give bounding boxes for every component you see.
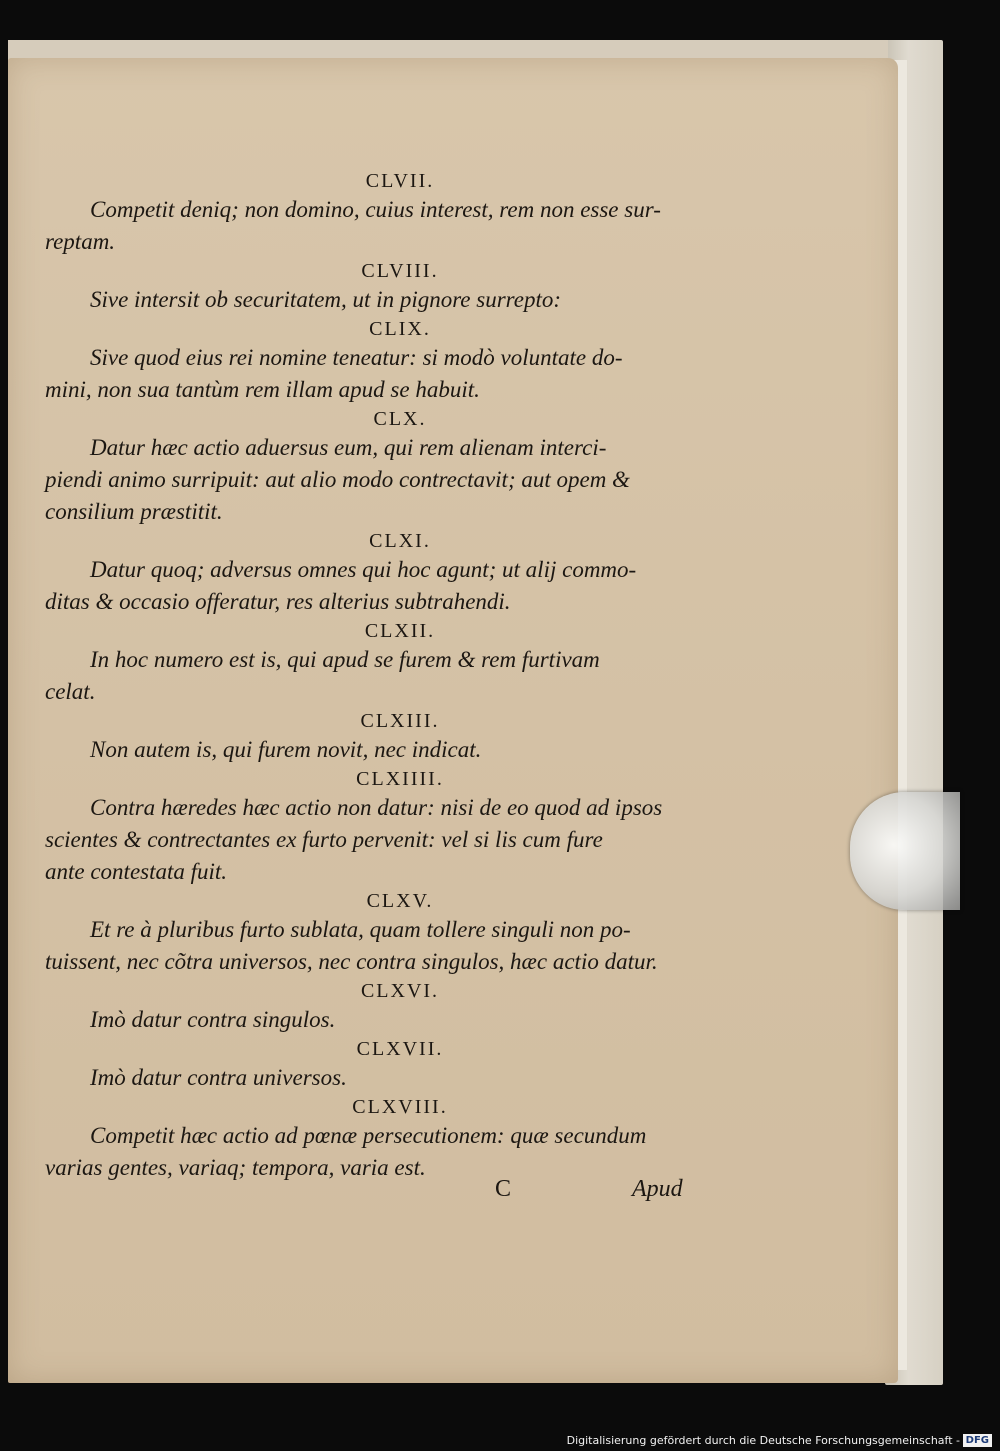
paragraph-line: celat. bbox=[45, 679, 96, 704]
paragraph-line: varias gentes, variaq; tempora, varia est. bbox=[45, 1155, 426, 1180]
section-heading: CLXI. bbox=[369, 530, 431, 552]
paragraph-line: Contra hæredes hæc actio non datur: nisi de eo quod ad ipsos bbox=[90, 795, 663, 820]
paragraph-line: Non autem is, qui furem novit, nec indicat. bbox=[90, 737, 482, 762]
paragraph-line: tuissent, nec cõtra universos, nec contra singulos, hæc actio datur. bbox=[45, 949, 658, 974]
paragraph-line: Competit hæc actio ad pœnæ persecutionem: quæ secundum bbox=[90, 1123, 647, 1148]
section-paragraph bbox=[45, 342, 715, 406]
paragraph-line: Sive intersit ob securitatem, ut in pignore surrepto: bbox=[90, 287, 562, 312]
dfg-credit: Digitalisierung gefördert durch die Deutsche Forschungsgemeinschaft - bbox=[566, 1434, 960, 1447]
section-paragraph bbox=[45, 284, 715, 316]
page-text bbox=[45, 168, 715, 1184]
paragraph-line: reptam. bbox=[45, 229, 116, 254]
section-paragraph bbox=[45, 194, 715, 258]
paragraph-line: ditas & occasio offeratur, res alterius subtrahendi. bbox=[45, 589, 511, 614]
paragraph-line: Imò datur contra singulos. bbox=[90, 1007, 336, 1032]
paragraph-line: Et re à pluribus furto sublata, quam tollere singuli non po- bbox=[90, 917, 631, 942]
section-heading: CLXII. bbox=[364, 620, 436, 642]
section-paragraph bbox=[45, 1004, 715, 1036]
footer-bar bbox=[0, 1429, 1000, 1451]
section-paragraph bbox=[45, 1062, 715, 1094]
section-heading: CLXIII. bbox=[360, 710, 440, 732]
section-paragraph bbox=[45, 432, 715, 528]
section-heading: CLX. bbox=[373, 408, 427, 430]
paragraph-line: scientes & contrectantes ex furto pervenit: vel si lis cum fure bbox=[45, 827, 603, 852]
section-heading: CLVIII. bbox=[361, 260, 439, 282]
paragraph-line: Competit deniq; non domino, cuius interest, rem non esse sur- bbox=[90, 197, 661, 222]
section-paragraph bbox=[45, 792, 715, 888]
catchword: Apud bbox=[632, 1176, 683, 1202]
section-heading: CLXVIII. bbox=[352, 1096, 448, 1118]
section-heading: CLXV. bbox=[366, 890, 434, 912]
paragraph-line: piendi animo surripuit: aut alio modo contrectavit; aut opem & bbox=[45, 467, 630, 492]
paragraph-line: Datur quoq; adversus omnes qui hoc agunt; ut alij commo- bbox=[90, 557, 637, 582]
section-paragraph bbox=[45, 554, 715, 618]
paragraph-line: ante contestata fuit. bbox=[45, 859, 228, 884]
section-heading: CLXVII. bbox=[356, 1038, 444, 1060]
section-heading: CLIX. bbox=[369, 318, 431, 340]
page-clip bbox=[850, 792, 960, 910]
paragraph-line: Datur hæc actio aduersus eum, qui rem alienam interci- bbox=[90, 435, 607, 460]
dfg-logo: DFG bbox=[963, 1434, 992, 1447]
paragraph-line: Sive quod eius rei nomine teneatur: si modò voluntate do- bbox=[90, 345, 623, 370]
section-heading: CLXIIII. bbox=[356, 768, 444, 790]
section-paragraph bbox=[45, 1120, 715, 1184]
paragraph-line: Imò datur contra universos. bbox=[90, 1065, 347, 1090]
section-heading: CLVII. bbox=[365, 170, 435, 192]
section-paragraph bbox=[45, 734, 715, 766]
paragraph-line: consilium præstitit. bbox=[45, 499, 223, 524]
section-paragraph bbox=[45, 644, 715, 708]
signature-mark: C bbox=[495, 1176, 512, 1202]
paragraph-line: mini, non sua tantùm rem illam apud se habuit. bbox=[45, 377, 480, 402]
paragraph-line: In hoc numero est is, qui apud se furem & rem furtivam bbox=[90, 647, 600, 672]
section-heading: CLXVI. bbox=[360, 980, 440, 1002]
section-paragraph bbox=[45, 914, 715, 978]
